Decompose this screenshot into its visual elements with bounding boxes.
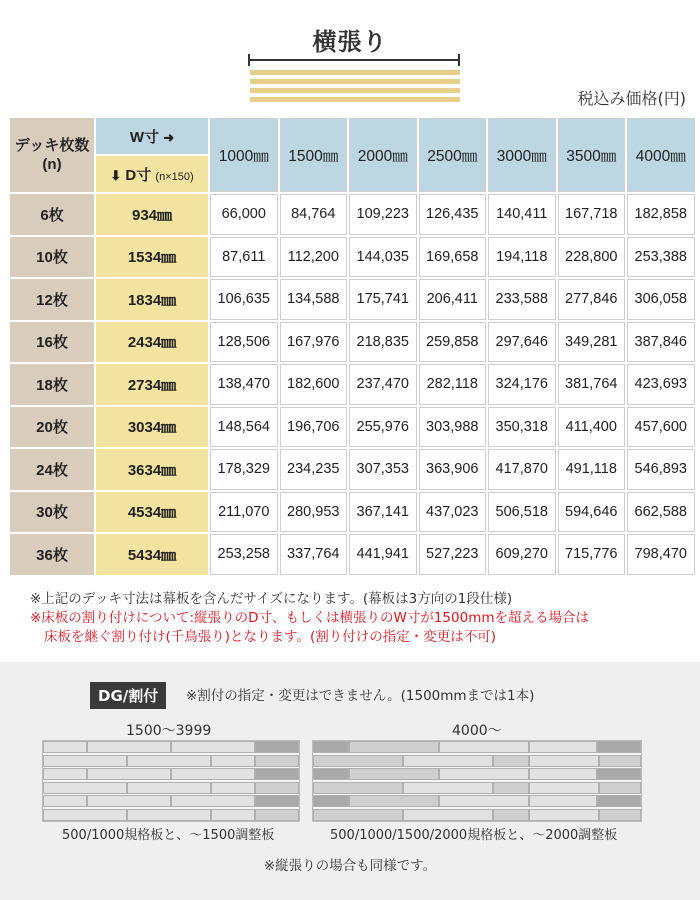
price-cell: 594,646 [558,492,626,533]
deck-count-cell: 12枚 [10,279,94,320]
depth-cell: 5434㎜ [96,534,208,575]
depth-cell: 1534㎜ [96,237,208,278]
floor-board [599,755,641,767]
price-cell: 182,858 [627,194,695,235]
depth-cell: 1834㎜ [96,279,208,320]
range-label-b: 4000〜 [452,723,502,739]
floor-board [255,809,299,821]
depth-cell: 3634㎜ [96,449,208,490]
floor-board [599,809,641,821]
price-cell: 417,870 [488,449,556,490]
floor-board [255,795,299,807]
floor-board [211,809,255,821]
floor-board [255,741,299,753]
floor-board [171,795,255,807]
floor-board-row [313,782,641,794]
price-cell: 527,223 [419,534,487,575]
depth-cell: 2434㎜ [96,322,208,363]
price-cell: 233,588 [488,279,556,320]
floor-board [439,768,529,780]
price-cell: 277,846 [558,279,626,320]
price-cell: 491,118 [558,449,626,490]
floor-board-row [43,741,299,753]
price-cell: 167,718 [558,194,626,235]
floor-board [313,795,349,807]
width-col-header: 2000㎜ [349,118,417,192]
price-cell: 546,893 [627,449,695,490]
price-cell: 228,800 [558,237,626,278]
floor-board [349,741,439,753]
width-col-header: 1000㎜ [210,118,278,192]
arrow-right-icon: ➜ [163,129,175,145]
deck-count-cell: 16枚 [10,322,94,363]
width-dimension-marker [248,54,460,66]
floor-board [211,755,255,767]
note-layout-cont: 床板を継ぐ割り付け(千鳥張り)となります。(割り付けの指定・変更は不可) [44,629,496,645]
width-header-label: W寸 [129,128,160,146]
price-cell: 441,941 [349,534,417,575]
note-size: ※上記のデッキ寸法は幕板を含んだサイズになります。(幕板は3方向の1段仕様) [30,591,513,607]
width-col-header: 4000㎜ [627,118,695,192]
caption-b: 500/1000/1500/2000規格板と、〜2000調整板 [330,828,618,843]
floor-board [43,741,87,753]
price-cell: 609,270 [488,534,556,575]
price-cell: 106,635 [210,279,278,320]
depth-header-label: D寸 [125,166,152,184]
price-cell: 282,118 [419,364,487,405]
deck-plank-illustration [250,88,460,93]
dg-layout-section [0,662,700,900]
deck-plank-illustration [250,79,460,84]
floor-board [313,782,403,794]
floor-board [439,741,529,753]
price-cell: 715,776 [558,534,626,575]
floor-board [43,809,127,821]
price-cell: 134,588 [280,279,348,320]
floor-board [529,741,597,753]
price-cell: 798,470 [627,534,695,575]
table-row [10,322,695,363]
width-col-header: 3500㎜ [558,118,626,192]
note-layout: ※床板の割り付けについて:縦張りのD寸、もしくは横張りのW寸が1500mmを超える場合は [30,610,589,626]
price-table [8,116,697,577]
price-cell: 349,281 [558,322,626,363]
floor-board [43,782,127,794]
deck-count-cell: 20枚 [10,407,94,448]
floor-board [529,795,597,807]
price-cell: 84,764 [280,194,348,235]
floor-board [493,755,529,767]
floor-board [171,741,255,753]
floor-layout-diagram-b [312,740,642,822]
floor-board [87,795,171,807]
price-cell: 506,518 [488,492,556,533]
floor-board [403,809,493,821]
depth-cell: 4534㎜ [96,492,208,533]
floor-board-row [43,809,299,821]
price-cell: 350,318 [488,407,556,448]
price-cell: 194,118 [488,237,556,278]
floor-board [127,782,211,794]
table-row [10,279,695,320]
floor-board [171,768,255,780]
floor-board [529,809,599,821]
price-cell: 169,658 [419,237,487,278]
floor-board [349,768,439,780]
price-cell: 148,564 [210,407,278,448]
floor-board-row [43,768,299,780]
floor-board [313,755,403,767]
price-cell: 280,953 [280,492,348,533]
floor-board [349,795,439,807]
price-cell: 128,506 [210,322,278,363]
price-cell: 662,588 [627,492,695,533]
price-cell: 87,611 [210,237,278,278]
price-cell: 140,411 [488,194,556,235]
floor-board [87,741,171,753]
deck-count-cell: 18枚 [10,364,94,405]
deck-count-cell: 36枚 [10,534,94,575]
price-cell: 337,764 [280,534,348,575]
floor-board [43,755,127,767]
caption-a: 500/1000規格板と、〜1500調整板 [62,828,275,843]
price-cell: 303,988 [419,407,487,448]
floor-board-row [43,755,299,767]
price-cell: 112,200 [280,237,348,278]
floor-board-row [313,768,641,780]
floor-board [403,782,493,794]
price-cell: 211,070 [210,492,278,533]
price-cell: 423,693 [627,364,695,405]
price-cell: 66,000 [210,194,278,235]
floor-board-row [43,782,299,794]
deck-count-cell: 6枚 [10,194,94,235]
price-cell: 167,976 [280,322,348,363]
floor-board [313,809,403,821]
floor-board-row [313,795,641,807]
deck-count-cell: 30枚 [10,492,94,533]
count-header-label: デッキ枚数 [14,136,90,154]
arrow-down-icon: ⬇ [110,167,122,183]
dg-label: DG/割付 [90,682,166,709]
floor-board [597,768,641,780]
floor-board [127,755,211,767]
price-cell: 297,646 [488,322,556,363]
dg-note: ※割付の指定・変更はできません。(1500mmまでは1本) [186,688,535,704]
price-cell: 218,835 [349,322,417,363]
table-row [10,449,695,490]
price-cell: 206,411 [419,279,487,320]
floor-board [211,782,255,794]
price-cell: 182,600 [280,364,348,405]
depth-cell: 934㎜ [96,194,208,235]
floor-board [439,795,529,807]
depth-formula: (n×150) [155,170,194,183]
table-row [10,364,695,405]
price-cell: 367,141 [349,492,417,533]
price-cell: 109,223 [349,194,417,235]
page-title: 横張り [312,28,388,56]
table-row [10,237,695,278]
floor-board-row [313,809,641,821]
floor-board [493,782,529,794]
table-row [10,492,695,533]
price-cell: 178,329 [210,449,278,490]
price-cell: 237,470 [349,364,417,405]
width-col-header: 3000㎜ [488,118,556,192]
depth-cell: 3034㎜ [96,407,208,448]
floor-board-row [313,741,641,753]
price-cell: 253,258 [210,534,278,575]
price-cell: 255,976 [349,407,417,448]
price-cell: 138,470 [210,364,278,405]
range-label-a: 1500〜3999 [126,723,212,739]
price-cell: 196,706 [280,407,348,448]
price-cell: 324,176 [488,364,556,405]
floor-board [255,782,299,794]
floor-board [599,782,641,794]
floor-board-row [43,795,299,807]
price-cell: 387,846 [627,322,695,363]
price-cell: 437,023 [419,492,487,533]
table-row [10,407,695,448]
floor-board [127,809,211,821]
floor-board [43,795,87,807]
price-cell: 457,600 [627,407,695,448]
price-cell: 306,058 [627,279,695,320]
deck-count-cell: 10枚 [10,237,94,278]
notes [30,590,680,647]
price-cell: 363,906 [419,449,487,490]
floor-board [255,768,299,780]
floor-board [313,741,349,753]
price-cell: 253,388 [627,237,695,278]
width-col-header: 1500㎜ [280,118,348,192]
price-cell: 234,235 [280,449,348,490]
floor-board-row [313,755,641,767]
width-header [96,118,208,154]
width-col-header: 2500㎜ [419,118,487,192]
floor-board [529,782,599,794]
price-note: 税込み価格(円) [577,89,686,108]
price-cell: 307,353 [349,449,417,490]
deck-plank-illustration [250,70,460,75]
floor-layout-diagram-a [42,740,300,822]
floor-board [597,795,641,807]
table-row [10,534,695,575]
count-header-unit: (n) [42,156,62,173]
floor-board [529,755,599,767]
deck-plank-illustration [250,97,460,102]
deck-count-cell: 24枚 [10,449,94,490]
floor-board [403,755,493,767]
floor-board [597,741,641,753]
depth-header [96,156,208,192]
floor-board [313,768,349,780]
count-header [10,118,94,192]
depth-cell: 2734㎜ [96,364,208,405]
floor-board [43,768,87,780]
price-cell: 126,435 [419,194,487,235]
floor-board [255,755,299,767]
footer-note: ※縦張りの場合も同様です。 [263,858,437,874]
floor-board [87,768,171,780]
price-cell: 381,764 [558,364,626,405]
price-cell: 175,741 [349,279,417,320]
price-cell: 411,400 [558,407,626,448]
floor-board [529,768,597,780]
floor-board [493,809,529,821]
price-cell: 144,035 [349,237,417,278]
table-row [10,194,695,235]
price-cell: 259,858 [419,322,487,363]
